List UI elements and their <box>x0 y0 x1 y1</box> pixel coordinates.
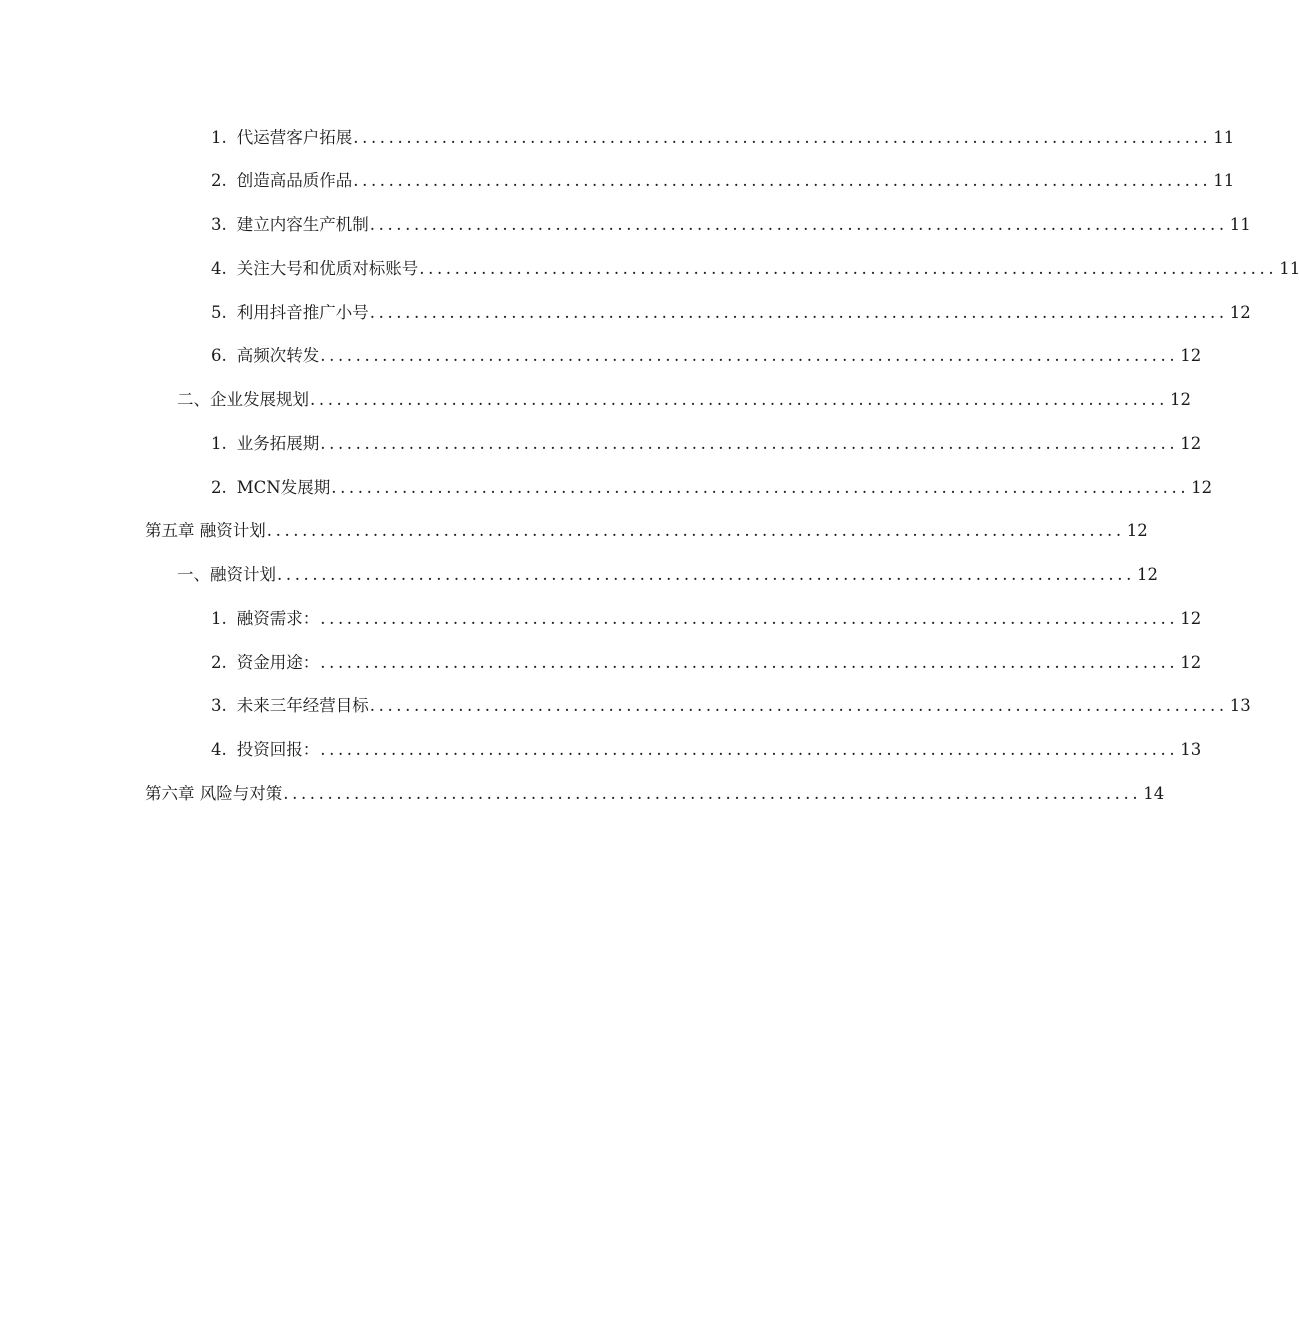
toc-entry-number: 5. <box>211 303 227 322</box>
toc-entry-number: 1. <box>211 434 227 453</box>
toc-entry-title: 融资需求： <box>236 609 320 628</box>
dot-leader: ................................................................................................. <box>277 565 1135 584</box>
dot-leader: ................................................................................................. <box>331 478 1190 497</box>
toc-entry-title: 业务拓展期 <box>236 434 320 453</box>
toc-entry[interactable] <box>145 779 1165 809</box>
toc-entry-title: 高频次转发 <box>236 346 320 365</box>
dot-leader: ................................................................................................. <box>320 434 1179 453</box>
toc-entry-label <box>211 604 319 634</box>
toc-entry[interactable] <box>211 648 1202 678</box>
toc-entry[interactable] <box>211 166 1235 196</box>
toc-entry-page: 12 <box>1126 521 1148 540</box>
toc-entry-label <box>211 210 369 240</box>
toc-entry-page: 11 <box>1229 215 1251 234</box>
toc-entry-page: 12 <box>1191 478 1213 497</box>
toc-entry-page: 11 <box>1279 259 1300 278</box>
toc-entry[interactable] <box>211 473 1213 503</box>
toc-entry-page: 12 <box>1180 653 1202 672</box>
toc-entry[interactable] <box>211 691 1251 721</box>
toc-entry-title: 二、企业发展规划 <box>177 390 309 409</box>
toc-entry-page: 13 <box>1180 740 1202 759</box>
dot-leader: ................................................................................................. <box>369 303 1228 322</box>
toc-entry-number: 4. <box>211 740 227 759</box>
toc-entry-title: 一、融资计划 <box>177 565 276 584</box>
dot-leader: ................................................................................................. <box>369 696 1228 715</box>
toc-entry-page: 12 <box>1169 390 1191 409</box>
toc-entry-page: 12 <box>1229 303 1251 322</box>
toc-entry-label <box>211 735 319 765</box>
toc-entry[interactable] <box>211 341 1202 371</box>
toc-entry-page: 11 <box>1213 128 1235 147</box>
toc-entry-number: 2. <box>211 478 227 497</box>
toc-entry-page: 12 <box>1136 565 1158 584</box>
toc-entry-label <box>177 560 276 590</box>
toc-entry-number: 2. <box>211 171 227 190</box>
toc-entry-title: 关注大号和优质对标账号 <box>236 259 419 278</box>
dot-leader: ................................................................................................. <box>419 259 1278 278</box>
toc-entry[interactable] <box>211 735 1202 765</box>
toc-entry[interactable] <box>211 604 1202 634</box>
toc-entry-label <box>211 166 352 196</box>
dot-leader: ................................................................................................. <box>283 784 1142 803</box>
dot-leader: ................................................................................................. <box>310 390 1168 409</box>
dot-leader: ................................................................................................. <box>353 128 1212 147</box>
toc-entry-page: 12 <box>1180 434 1202 453</box>
toc-entry-title: 投资回报： <box>236 740 320 759</box>
toc-entry[interactable] <box>177 560 1158 590</box>
toc-entry-title: 建立内容生产机制 <box>236 215 369 234</box>
toc-entry-page: 12 <box>1180 346 1202 365</box>
toc-entry-page: 12 <box>1180 609 1202 628</box>
toc-entry-label <box>211 254 418 284</box>
dot-leader: ................................................................................................. <box>266 521 1125 540</box>
toc-entry-title: 创造高品质作品 <box>236 171 353 190</box>
toc-entry-title: 第六章 风险与对策 <box>145 784 283 803</box>
dot-leader: ................................................................................................. <box>320 653 1179 672</box>
toc-entry-title: 利用抖音推广小号 <box>236 303 369 322</box>
dot-leader: ................................................................................................. <box>320 346 1179 365</box>
toc-entry-label <box>145 779 282 809</box>
toc-entry-title: 未来三年经营目标 <box>236 696 369 715</box>
toc-entry-label <box>211 648 319 678</box>
toc-entry-title: 资金用途： <box>236 653 320 672</box>
toc-entry[interactable] <box>211 429 1202 459</box>
toc-entry[interactable] <box>211 298 1251 328</box>
toc-entry-page: 13 <box>1229 696 1251 715</box>
dot-leader: ................................................................................................. <box>320 609 1179 628</box>
dot-leader: ................................................................................................. <box>369 215 1228 234</box>
toc-entry-number: 4. <box>211 259 227 278</box>
toc-entry-label <box>177 385 309 415</box>
dot-leader: ................................................................................................. <box>353 171 1212 190</box>
toc-entry-label <box>211 691 369 721</box>
toc-entry-title: 第五章 融资计划 <box>145 521 266 540</box>
toc-entry[interactable] <box>211 210 1251 240</box>
toc-entry-page: 11 <box>1213 171 1235 190</box>
toc-entry-label <box>211 341 319 371</box>
toc-entry-title: MCN发展期 <box>236 478 331 497</box>
toc-entry-number: 1. <box>211 609 227 628</box>
toc-entry[interactable] <box>211 254 1300 284</box>
toc-entry-label <box>211 473 330 503</box>
toc-entry[interactable] <box>177 385 1191 415</box>
toc-entry-title: 代运营客户拓展 <box>236 128 353 147</box>
toc-entry[interactable] <box>145 516 1148 546</box>
toc-entry-page: 14 <box>1143 784 1165 803</box>
toc-entry-number: 3. <box>211 215 227 234</box>
toc-entry-number: 1. <box>211 128 227 147</box>
toc-entry-label <box>211 298 369 328</box>
toc-entry-number: 6. <box>211 346 227 365</box>
toc-entry-label <box>145 516 266 546</box>
toc-entry-number: 3. <box>211 696 227 715</box>
toc-entry[interactable] <box>211 123 1235 153</box>
toc-entry-label <box>211 123 352 153</box>
dot-leader: ................................................................................................. <box>320 740 1179 759</box>
toc-entry-number: 2. <box>211 653 227 672</box>
toc-entry-label <box>211 429 319 459</box>
